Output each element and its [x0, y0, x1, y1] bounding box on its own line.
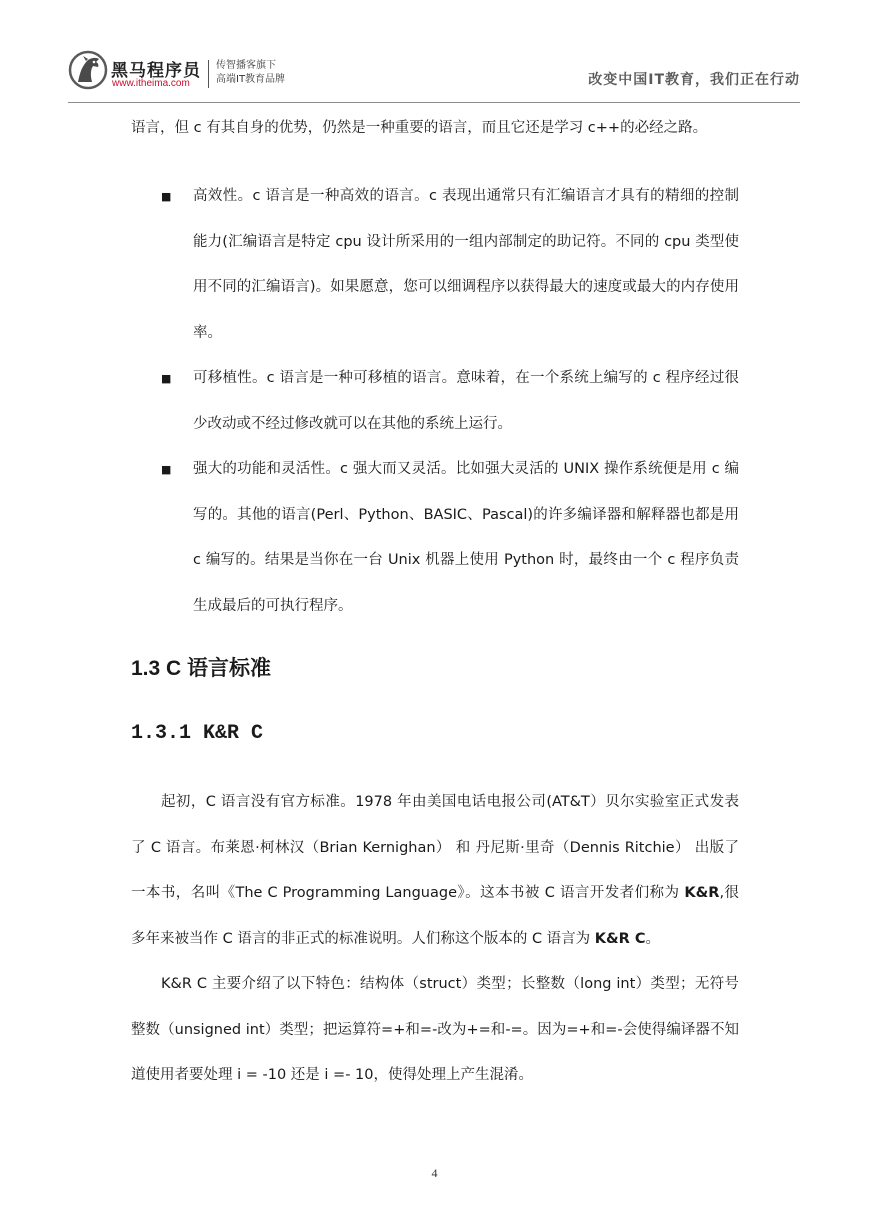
logo-divider: [208, 60, 209, 88]
horse-head-logo-icon: [68, 50, 108, 90]
page-header: [68, 50, 800, 103]
bullet-text: 强大的功能和灵活性。c 强大而又灵活。比如强大灵活的 UNIX 操作系统便是用 c 编写的。其他的语言(Perl、Python、BASIC、Pascal)的许多编译器和解释器也都是用 c 编写的。结果是当你在一台 Unix 机器上使用 Python 时，最终由一个 c 程序负责生成最后的可执行程序。: [193, 461, 739, 614]
logo-tagline-line-2: 高端IT教育品牌: [216, 74, 286, 85]
subsection-heading: 1.3.1 K&R C: [131, 722, 264, 745]
bullet-text: 高效性。c 语言是一种高效的语言。c 表现出通常只有汇编语言才具有的精细的控制能力(汇编语言是特定 cpu 设计所采用的一组内部制定的助记符。不同的 cpu 类型使用不同的汇编语言)。如果愿意，您可以细调程序以获得最大的速度或最大的内存使用率。: [193, 188, 739, 341]
paragraph-text: 起初，C 语言没有官方标准。1978 年由美国电话电报公司(AT&T）贝尔实验室正式发表了 C 语言。布莱恩·柯林汉（Brian Kernighan） 和 丹尼斯·里奇（Dennis Ritchie） 出版了一本书，名叫《The C Programming Language》。这本书被 C 语言开发者们称为: [131, 794, 739, 901]
square-bullet-icon: ■: [161, 463, 172, 476]
logo-tagline-line-1: 传智播客旗下: [216, 60, 276, 71]
logo-url: www.itheima.com: [112, 78, 190, 89]
square-bullet-icon: ■: [161, 190, 172, 203]
section-heading: 1.3 C 语言标准: [131, 657, 272, 680]
page-number: 4: [431, 1166, 438, 1180]
bold-term: K&R C: [594, 930, 646, 947]
logo-name: 黑马程序员: [111, 61, 201, 81]
paragraph-text: 。: [645, 930, 661, 947]
square-bullet-icon: ■: [161, 372, 172, 385]
paragraph-kr-history: [131, 780, 739, 962]
header-slogan: 改变中国IT教育，我们正在行动: [588, 72, 800, 88]
paragraph-kr-features: K&R C 主要介绍了以下特色：结构体（struct）类型；长整数（long int）类型；无符号整数（unsigned int）类型；把运算符=+和=-改为+=和-=。因为=+和=-会使得编译器不知道使用者要处理 i = -10 还是 i =- 10，使得处理上产生混淆。: [131, 976, 739, 1083]
bullet-text: 可移植性。c 语言是一种可移植的语言。意味着，在一个系统上编写的 c 程序经过很少改动或不经过修改就可以在其他的系统上运行。: [193, 370, 739, 432]
bold-term: K&R: [684, 885, 720, 901]
logo-tagline: [216, 59, 285, 87]
paragraph-text: ,很多年来被当作 C 语言的非正式的标准说明。人们称这个版本的 C 语言为: [131, 885, 740, 947]
intro-paragraph: 语言，但 c 有其自身的优势，仍然是一种重要的语言，而且它还是学习 c++的必经之路。: [131, 120, 708, 136]
